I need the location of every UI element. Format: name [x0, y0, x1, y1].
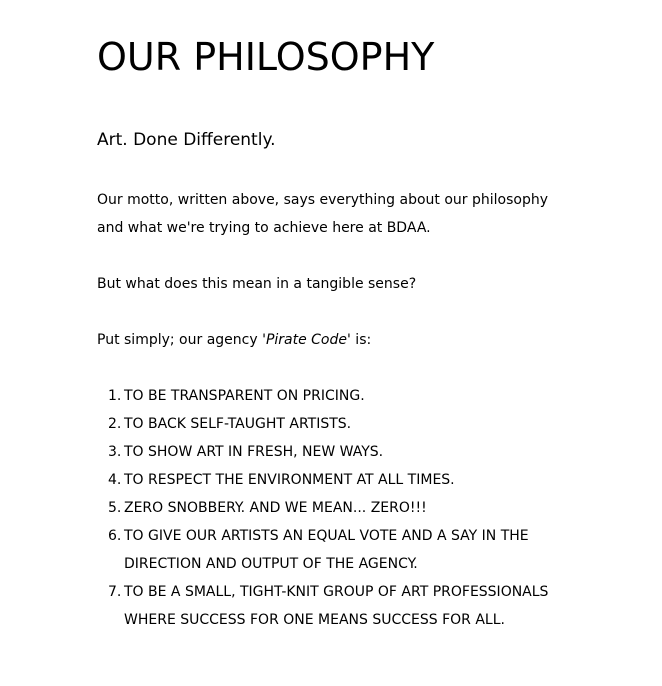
intro-suffix: is:	[350, 332, 372, 348]
list-item-number: 1.	[108, 388, 122, 404]
list-item	[97, 382, 567, 410]
list-item	[97, 410, 567, 438]
list-item-number: 3.	[108, 444, 122, 460]
list-item-text: TO BE TRANSPARENT ON PRICING.	[124, 388, 365, 404]
list-item-number: 4.	[108, 472, 122, 488]
list-item-text: TO GIVE OUR ARTISTS AN EQUAL VOTE AND A SAY IN THE DIRECTION AND OUTPUT OF THE AGENCY.	[124, 528, 529, 572]
motto-paragraph: Our motto, written above, says everything about our philosophy and what we're trying to achieve here at BDAA.	[97, 192, 549, 236]
list-item-text: TO SHOW ART IN FRESH, NEW WAYS.	[124, 444, 384, 460]
list-item-text: TO BACK SELF-TAUGHT ARTISTS.	[124, 416, 352, 432]
intro-prefix: Put simply; our agency '	[97, 332, 266, 348]
list-item	[97, 522, 567, 578]
list-item-number: 7.	[108, 584, 122, 600]
list-item	[97, 494, 567, 522]
list-item-number: 2.	[108, 416, 122, 432]
page-title: OUR PHILOSOPHY	[97, 35, 435, 79]
list-item	[97, 466, 567, 494]
list-item-number: 6.	[108, 528, 122, 544]
list-item-text: ZERO SNOBBERY. AND WE MEAN... ZERO!!!	[124, 500, 427, 516]
pirate-code-intro	[97, 326, 567, 354]
list-item	[97, 578, 567, 634]
list-item-text: TO RESPECT THE ENVIRONMENT AT ALL TIMES.	[124, 472, 455, 488]
list-item-text: TO BE A SMALL, TIGHT-KNIT GROUP OF ART PROFESSIONALS WHERE SUCCESS FOR ONE MEANS SUCCESS FOR ALL.	[124, 584, 549, 628]
pirate-code-list	[97, 382, 567, 634]
pirate-code-emphasis: Pirate Code'	[265, 332, 351, 348]
page-subtitle: Art. Done Differently.	[97, 130, 276, 150]
list-item	[97, 438, 567, 466]
question-paragraph: But what does this mean in a tangible sense?	[97, 276, 417, 292]
list-item-number: 5.	[108, 500, 122, 516]
